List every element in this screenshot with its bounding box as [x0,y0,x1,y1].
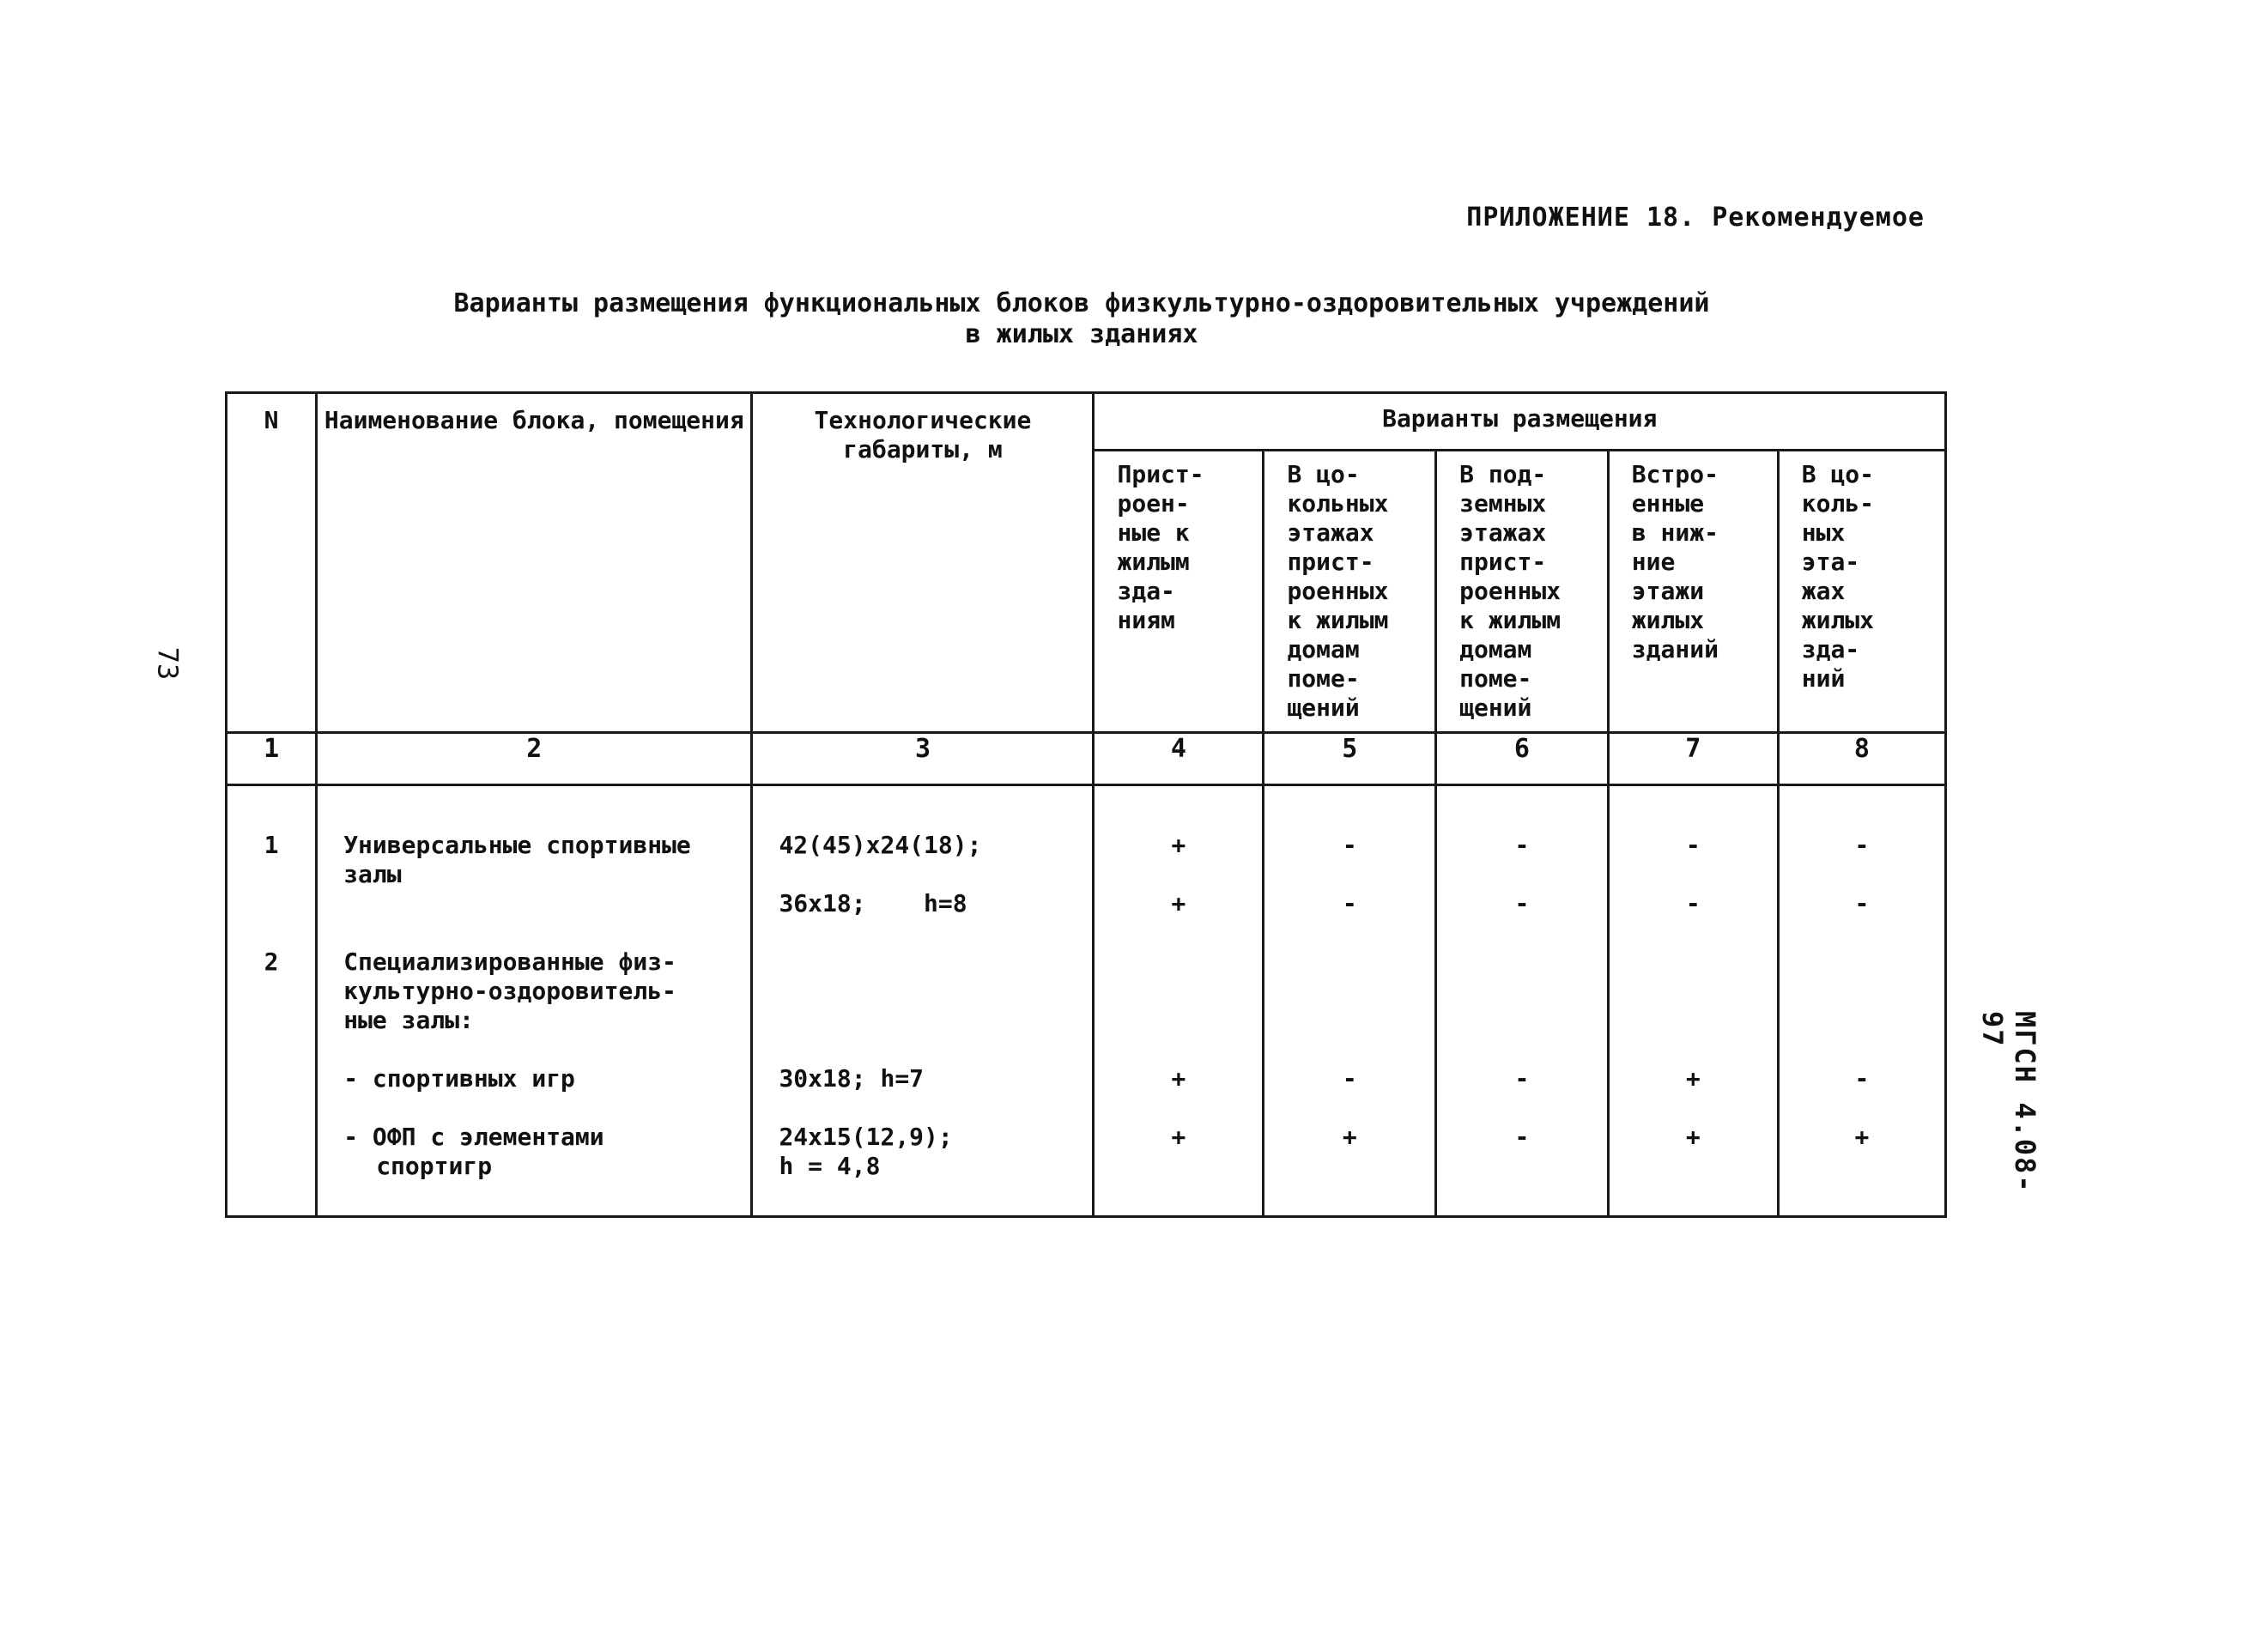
placement-mark: - [1685,831,1701,859]
column-number: 2 [317,733,752,785]
placement-mark: - [1514,831,1530,859]
placement-mark: - [1342,1064,1357,1093]
column-number: 4 [1094,733,1264,785]
title-line-2: в жилых зданиях [965,319,1198,349]
placement-mark: - [1514,889,1530,917]
column-number: 3 [752,733,1094,785]
block-name: Универсальные спортивные [343,831,691,859]
placement-mark: - [1685,889,1701,917]
placement-table [225,391,1947,1218]
placement-mark: + [1685,1064,1701,1093]
placement-mark: - [1342,831,1357,859]
header-row-1 [227,393,1946,451]
variant-4-cell [1094,785,1264,1217]
placement-mark: - [1854,831,1870,859]
block-name: спортигр [376,1152,493,1180]
block-name: культурно-оздоровитель- [343,977,676,1005]
appendix-label: ПРИЛОЖЕНИЕ 18. Рекомендуемое [1466,203,1925,233]
placement-mark: - [1854,889,1870,917]
placement-mark: - [1514,1123,1530,1151]
block-name: залы [343,860,402,888]
dimension-value: 36х18; h=8 [779,889,967,917]
dimension-value: 24х15(12,9); [779,1123,953,1151]
name-cell [317,785,752,1217]
column-number: 7 [1608,733,1778,785]
header-variant-5: В цо- кольных этажах прист- роенных к жилым домам поме- щений [1264,451,1436,733]
placement-mark: + [1685,1123,1701,1151]
placement-mark: + [1171,1123,1186,1151]
row-number: 1 [264,831,279,859]
dimension-value: 42(45)х24(18); [779,831,982,859]
block-name: - спортивных игр [343,1064,575,1093]
block-name: - ОФП с элементами [343,1123,604,1151]
variant-8-cell [1778,785,1945,1217]
placement-mark: - [1342,889,1357,917]
column-number: 1 [227,733,317,785]
dimensions-cell [752,785,1094,1217]
placement-mark: + [1342,1123,1357,1151]
header-variant-4: Прист- роен- ные к жилым зда- ниям [1094,451,1264,733]
column-number-row [227,733,1946,785]
header-variant-8: В цо- коль- ных эта- жах жилых зда- ний [1778,451,1945,733]
column-number: 6 [1436,733,1609,785]
header-dimensions: Технологические габариты, м [752,393,1094,733]
placement-mark: + [1171,831,1186,859]
variant-5-cell [1264,785,1436,1217]
placement-mark: - [1854,1064,1870,1093]
dimension-value: 30х18; h=7 [779,1064,925,1093]
placement-mark: + [1854,1123,1870,1151]
column-number: 5 [1264,733,1436,785]
placement-mark: - [1514,1064,1530,1093]
header-variants: Варианты размещения [1094,393,1946,451]
column-number: 8 [1778,733,1945,785]
variant-6-cell [1436,785,1609,1217]
title-line-1: Варианты размещения функциональных блоков физкультурно-оздоровительных учреждений [453,288,1710,318]
num-cell [227,785,317,1217]
document-title [283,288,1880,350]
header-name: Наименование блока, помещения [317,393,752,733]
row-number: 2 [264,948,279,976]
standard-code: МГСН 4.08-97 [1976,1011,2041,1194]
variant-7-cell [1608,785,1778,1217]
page-number: 73 [151,646,185,681]
placement-mark: + [1171,889,1186,917]
header-variant-6: В под- земных этажах прист- роенных к жилым домам поме- щений [1436,451,1609,733]
dimension-value: h = 4,8 [779,1152,881,1180]
header-variant-7: Встро- енные в ниж- ние этажи жилых зданий [1608,451,1778,733]
header-num: N [227,393,317,733]
block-name: Специализированные физ- [343,948,676,976]
block-name: ные залы: [343,1006,474,1034]
placement-mark: + [1171,1064,1186,1093]
body-row [227,785,1946,1217]
